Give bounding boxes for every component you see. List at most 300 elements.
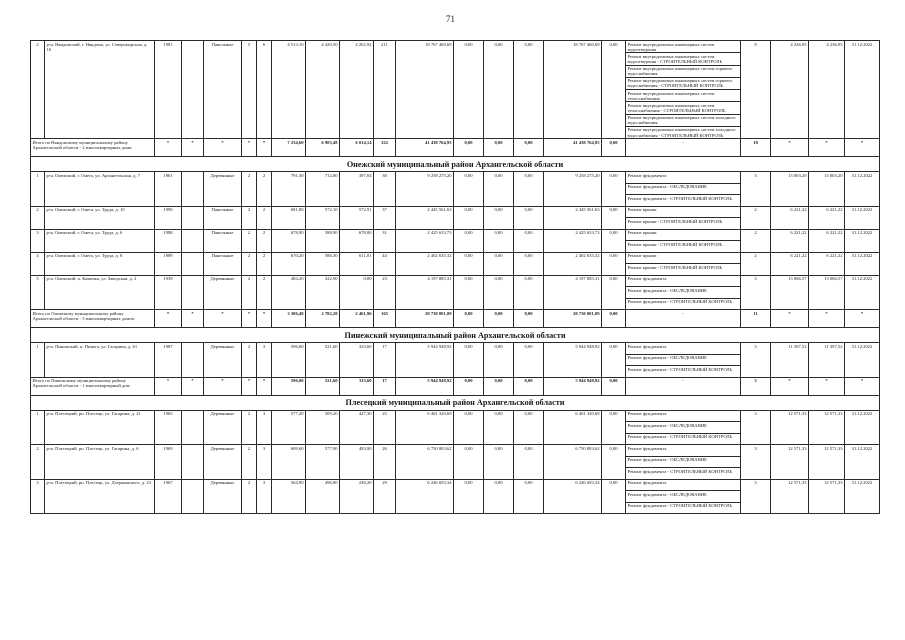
owners-funds: 2 445 561,63 [544, 206, 602, 229]
fund-value: 0,00 [514, 41, 544, 139]
total-work-count: 3 [741, 377, 771, 395]
row-number: 2 [31, 206, 45, 229]
completion-date: 31.12.2022 [845, 172, 880, 207]
house-row [31, 229, 880, 241]
living-area: 588,90 [306, 229, 340, 252]
build-year: 1981 [155, 41, 182, 139]
fund-value: 0,00 [454, 229, 484, 252]
total-residents: 17 [374, 377, 396, 395]
owners-funds: 9 258 275,20 [544, 172, 602, 207]
total-other-funds: 0,00 [602, 310, 626, 328]
work-count: 3 [741, 275, 771, 310]
page-number: 71 [446, 14, 455, 24]
total-cost: 9 258 275,20 [396, 172, 454, 207]
work-type: Ремонт фундамента [626, 172, 741, 184]
total-star: * [204, 139, 242, 157]
fund-value: 0,00 [514, 229, 544, 252]
empty-cell [182, 479, 204, 514]
total-work: - [626, 377, 741, 395]
house-row [31, 206, 880, 218]
work-type: Ремонт фундамента - СТРОИТЕЛЬНЫЙ КОНТРОЛЬ [626, 502, 741, 514]
total-other-funds: 0,00 [602, 139, 626, 157]
total-star: * [771, 377, 809, 395]
house-address: р-н. Онежский, г. Онега, ул. Труда, д. 8 [45, 252, 155, 275]
cost-limit: 12 571,33 [809, 410, 845, 445]
work-count: 2 [741, 252, 771, 275]
total-star: * [242, 377, 257, 395]
district-header [31, 157, 880, 172]
work-type: Ремонт внутридомовых инженерных систем холодного водоснабжения [626, 114, 741, 126]
wall-material: Деревянные [204, 410, 242, 445]
house-row [31, 343, 880, 355]
fund-value: 0,00 [454, 41, 484, 139]
wall-material: Деревянные [204, 343, 242, 378]
build-year: 1987 [155, 343, 182, 378]
total-fund: 0,00 [514, 377, 544, 395]
total-star: * [257, 310, 272, 328]
total-area: 791,30 [272, 172, 306, 207]
residents: 31 [374, 229, 396, 252]
unit-cost: 6 221,22 [771, 229, 809, 252]
other-funds: 0,00 [602, 275, 626, 310]
work-type: Ремонт крыши [626, 252, 741, 264]
other-funds: 0,00 [602, 445, 626, 480]
work-count: 3 [741, 172, 771, 207]
district-total-row [31, 377, 880, 395]
build-year: 1988 [155, 229, 182, 252]
work-type: Ремонт фундамента [626, 445, 741, 457]
total-cost: 20 730 001,09 [396, 310, 454, 328]
total-area: 484,20 [272, 275, 306, 310]
residential-area: 333,60 [340, 343, 374, 378]
cost-limit: 12 571,33 [809, 479, 845, 514]
total-cost: 6 246 693,34 [396, 479, 454, 514]
total-area: 596,00 [272, 377, 306, 395]
living-area: 586,30 [306, 252, 340, 275]
work-type: Ремонт фундамента - СТРОИТЕЛЬНЫЙ КОНТРОЛЬ [626, 366, 741, 378]
total-fund: 0,00 [484, 139, 514, 157]
total-area: 678,90 [272, 229, 306, 252]
work-type: Ремонт крыши - СТРОИТЕЛЬНЫЙ КОНТРОЛЬ [626, 264, 741, 276]
living-area: 572,10 [306, 206, 340, 229]
row-number: 1 [31, 410, 45, 445]
fund-value: 0,00 [484, 41, 514, 139]
empty-cell [182, 445, 204, 480]
fund-value: 0,00 [484, 172, 514, 207]
wall-material: Панельные [204, 206, 242, 229]
entrances: 2 [257, 206, 272, 229]
other-funds: 0,00 [602, 41, 626, 139]
residential-area: 483,90 [340, 445, 374, 480]
total-area: 564,90 [272, 479, 306, 514]
living-area: 496,90 [306, 479, 340, 514]
total-star: * [242, 310, 257, 328]
floors: 2 [242, 172, 257, 207]
residents: 26 [374, 445, 396, 480]
floors: 2 [242, 275, 257, 310]
total-star: * [771, 310, 809, 328]
build-year: 1989 [155, 252, 182, 275]
completion-date: 31.12.2022 [845, 275, 880, 310]
register-body [31, 41, 880, 514]
work-type: Ремонт фундамента - ОБСЛЕДОВАНИЕ [626, 354, 741, 366]
build-year: 1961 [155, 172, 182, 207]
row-number: 5 [31, 275, 45, 310]
fund-value: 0,00 [514, 252, 544, 275]
owners-funds: 4 197 885,31 [544, 275, 602, 310]
completion-date: 31.12.2022 [845, 252, 880, 275]
house-row [31, 275, 880, 287]
cost-limit: 13 003,20 [809, 172, 845, 207]
total-work-count: 11 [741, 310, 771, 328]
build-year: 1939 [155, 275, 182, 310]
fund-value: 0,00 [484, 479, 514, 514]
house-row [31, 445, 880, 457]
total-star: * [845, 310, 880, 328]
total-residential-area: 6 014,14 [340, 139, 374, 157]
owners-funds: 6 246 693,34 [544, 479, 602, 514]
floors: 2 [242, 445, 257, 480]
residential-area: 397,04 [340, 172, 374, 207]
total-fund: 0,00 [454, 139, 484, 157]
total-area: 3 306,40 [272, 310, 306, 328]
build-year: 1969 [155, 445, 182, 480]
entrances: 2 [257, 229, 272, 252]
total-area: 681,80 [272, 206, 306, 229]
total-label: Итого по Пинежскому муниципальному району Архангельской области - 1 многоквартирный дом: [31, 377, 155, 395]
total-area: 609,60 [272, 445, 306, 480]
house-address: р-н. Онежский, г. Онега, ул. Труда, д. 6 [45, 229, 155, 252]
total-label: Итого по Няндомскому муниципальному району Архангельской области - 2 многоквартирных дома: [31, 139, 155, 157]
house-address: р-н. Пинежский, п. Пинега, ул. Гагарина, д. 61 [45, 343, 155, 378]
unit-cost: 11 397,52 [771, 343, 809, 378]
total-fund: 0,00 [454, 310, 484, 328]
total-star: * [809, 377, 845, 395]
total-residents: 165 [374, 310, 396, 328]
living-area: 322,90 [306, 275, 340, 310]
entrances: 3 [257, 410, 272, 445]
work-type: Ремонт внутридомовых инженерных систем водоотведения - СТРОИТЕЛЬНЫЙ КОНТРОЛЬ [626, 53, 741, 65]
total-living-area: 2 782,20 [306, 310, 340, 328]
work-type: Ремонт фундамента - ОБСЛЕДОВАНИЕ [626, 456, 741, 468]
unit-cost: 12 571,33 [771, 479, 809, 514]
fund-value: 0,00 [514, 275, 544, 310]
total-owners-funds: 5 944 948,92 [544, 377, 602, 395]
total-owners-funds: 41 438 764,95 [544, 139, 602, 157]
total-fund: 0,00 [454, 377, 484, 395]
fund-value: 0,00 [514, 343, 544, 378]
residents: 44 [374, 252, 396, 275]
fund-value: 0,00 [484, 252, 514, 275]
completion-date: 31.12.2022 [845, 410, 880, 445]
completion-date: 31.12.2022 [845, 479, 880, 514]
residents: 23 [374, 275, 396, 310]
work-count: 3 [741, 445, 771, 480]
cost-limit: 12 571,33 [809, 445, 845, 480]
cost-limit: 6 221,22 [809, 252, 845, 275]
empty-cell [182, 275, 204, 310]
fund-value: 0,00 [454, 479, 484, 514]
build-year: 1967 [155, 479, 182, 514]
total-fund: 0,00 [484, 310, 514, 328]
fund-value: 0,00 [514, 172, 544, 207]
work-type: Ремонт фундамента - ОБСЛЕДОВАНИЕ [626, 183, 741, 195]
work-type: Ремонт фундамента [626, 410, 741, 422]
fund-value: 0,00 [514, 206, 544, 229]
work-count: 2 [741, 206, 771, 229]
residential-area: 678,00 [340, 229, 374, 252]
total-area: 670,20 [272, 252, 306, 275]
work-type: Ремонт внутридомовых инженерных систем горячего водоснабжения - СТРОИТЕЛЬНЫЙ КОНТРОЛЬ [626, 77, 741, 89]
other-funds: 0,00 [602, 229, 626, 252]
total-star: * [242, 139, 257, 157]
fund-value: 0,00 [454, 445, 484, 480]
living-area: 509,20 [306, 410, 340, 445]
wall-material: Панельные [204, 41, 242, 139]
floors: 2 [242, 343, 257, 378]
cost-limit: 13 066,57 [809, 275, 845, 310]
owners-funds: 2 402 635,32 [544, 252, 602, 275]
completion-date: 31.12.2022 [845, 41, 880, 139]
unit-cost: 12 571,33 [771, 445, 809, 480]
fund-value: 0,00 [454, 206, 484, 229]
total-residential-area: 333,60 [340, 377, 374, 395]
wall-material: Панельные [204, 252, 242, 275]
living-area: 712,00 [306, 172, 340, 207]
unit-cost: 12 571,33 [771, 410, 809, 445]
house-address: р-н. Онежский, г. Онега, ул. Труда, д. 10 [45, 206, 155, 229]
work-type: Ремонт фундамента - СТРОИТЕЛЬНЫЙ КОНТРОЛЬ [626, 195, 741, 207]
total-star: * [257, 139, 272, 157]
empty-cell [182, 252, 204, 275]
entrances: 6 [257, 41, 272, 139]
other-funds: 0,00 [602, 206, 626, 229]
fund-value: 0,00 [454, 172, 484, 207]
cost-limit: 11 397,52 [809, 343, 845, 378]
house-address: р-н. Онежский, г. Онега, ул. Архангельская, д. 7 [45, 172, 155, 207]
entrances: 3 [257, 445, 272, 480]
total-cost: 5 944 948,92 [396, 343, 454, 378]
fund-value: 0,00 [484, 275, 514, 310]
entrances: 2 [257, 252, 272, 275]
total-star: * [809, 310, 845, 328]
unit-cost: 6 221,22 [771, 252, 809, 275]
total-label: Итого по Онежскому муниципальному району Архангельской области - 5 многоквартирных домов: [31, 310, 155, 328]
owners-funds: 5 944 948,92 [544, 343, 602, 378]
completion-date: 31.12.2022 [845, 229, 880, 252]
work-type: Ремонт фундамента [626, 479, 741, 491]
work-type: Ремонт фундамента - СТРОИТЕЛЬНЫЙ КОНТРОЛЬ [626, 468, 741, 480]
empty-cell [182, 229, 204, 252]
total-cost: 6 750 803,62 [396, 445, 454, 480]
empty-cell [182, 343, 204, 378]
row-number: 2 [31, 445, 45, 480]
residents: 30 [374, 172, 396, 207]
cost-limit: 4 236,95 [809, 41, 845, 139]
work-type: Ремонт фундамента - ОБСЛЕДОВАНИЕ [626, 287, 741, 299]
total-cost: 4 197 885,31 [396, 275, 454, 310]
total-work: - [626, 139, 741, 157]
total-star: * [257, 377, 272, 395]
unit-cost: 6 221,22 [771, 206, 809, 229]
other-funds: 0,00 [602, 479, 626, 514]
wall-material: Деревянные [204, 172, 242, 207]
district-title: Онежский муниципальный район Архангельской области [31, 157, 880, 172]
floors: 2 [242, 206, 257, 229]
total-living-area: 521,60 [306, 377, 340, 395]
residential-area: 4 202,92 [340, 41, 374, 139]
residential-area: 611,01 [340, 252, 374, 275]
total-star: * [155, 377, 182, 395]
total-area: 596,00 [272, 343, 306, 378]
house-row [31, 41, 880, 53]
other-funds: 0,00 [602, 172, 626, 207]
total-area: 577,20 [272, 410, 306, 445]
work-count: 8 [741, 41, 771, 139]
house-row [31, 172, 880, 184]
district-title: Пинежский муниципальный район Архангельской области [31, 328, 880, 343]
entrances: 3 [257, 343, 272, 378]
residential-area: 572,91 [340, 206, 374, 229]
floors: 2 [242, 229, 257, 252]
district-header [31, 395, 880, 410]
fund-value: 0,00 [454, 343, 484, 378]
district-total-row [31, 139, 880, 157]
district-title: Плесецкий муниципальный район Архангельской области [31, 395, 880, 410]
total-fund: 0,00 [514, 139, 544, 157]
build-year: 1965 [155, 410, 182, 445]
build-year: 1990 [155, 206, 182, 229]
residents: 25 [374, 410, 396, 445]
wall-material: Панельные [204, 229, 242, 252]
work-count: 3 [741, 479, 771, 514]
work-count: 2 [741, 229, 771, 252]
work-type: Ремонт внутридомовых инженерных систем водоотведения [626, 41, 741, 53]
house-address: р-н. Плесецкий, рп. Плесецк, ул. Дзержинского, д. 23 [45, 479, 155, 514]
total-living-area: 6 983,48 [306, 139, 340, 157]
district-header [31, 328, 880, 343]
total-cost: 41 438 764,95 [396, 139, 454, 157]
total-star: * [155, 310, 182, 328]
capital-repair-register-table [30, 40, 880, 514]
row-number: 2 [31, 41, 45, 139]
total-star: * [182, 310, 204, 328]
work-type: Ремонт фундамента - ОБСЛЕДОВАНИЕ [626, 491, 741, 503]
fund-value: 0,00 [484, 343, 514, 378]
work-type: Ремонт крыши - СТРОИТЕЛЬНЫЙ КОНТРОЛЬ [626, 218, 741, 230]
work-type: Ремонт крыши - СТРОИТЕЛЬНЫЙ КОНТРОЛЬ [626, 241, 741, 253]
house-row [31, 479, 880, 491]
completion-date: 31.12.2022 [845, 343, 880, 378]
total-fund: 0,00 [514, 310, 544, 328]
row-number: 3 [31, 479, 45, 514]
work-type: Ремонт фундамента - СТРОИТЕЛЬНЫЙ КОНТРОЛЬ [626, 298, 741, 310]
total-star: * [204, 377, 242, 395]
entrances: 2 [257, 275, 272, 310]
total-star: * [182, 377, 204, 395]
total-area: 4 513,10 [272, 41, 306, 139]
fund-value: 0,00 [454, 410, 484, 445]
work-type: Ремонт крыши [626, 206, 741, 218]
wall-material: Деревянные [204, 479, 242, 514]
house-address: р-н. Плесецкий, рп. Плесецк, ул. Гагарина, д. 6 [45, 445, 155, 480]
residential-area: 427,30 [340, 410, 374, 445]
unit-cost: 4 236,95 [771, 41, 809, 139]
entrances: 3 [257, 479, 272, 514]
entrances: 2 [257, 172, 272, 207]
total-area: 7 234,60 [272, 139, 306, 157]
total-star: * [155, 139, 182, 157]
work-type: Ремонт фундамента [626, 275, 741, 287]
other-funds: 0,00 [602, 410, 626, 445]
total-star: * [809, 139, 845, 157]
floors: 2 [242, 479, 257, 514]
total-work: - [626, 310, 741, 328]
fund-value: 0,00 [484, 445, 514, 480]
owners-funds: 6 750 803,62 [544, 445, 602, 480]
work-type: Ремонт крыши [626, 229, 741, 241]
total-other-funds: 0,00 [602, 377, 626, 395]
wall-material: Деревянные [204, 275, 242, 310]
residents: 211 [374, 41, 396, 139]
owners-funds: 6 401 320,69 [544, 410, 602, 445]
total-cost: 18 767 460,69 [396, 41, 454, 139]
work-type: Ремонт фундамента - ОБСЛЕДОВАНИЕ [626, 422, 741, 434]
living-area: 521,60 [306, 343, 340, 378]
residents: 37 [374, 206, 396, 229]
cost-limit: 6 221,22 [809, 206, 845, 229]
row-number: 3 [31, 229, 45, 252]
other-funds: 0,00 [602, 343, 626, 378]
owners-funds: 18 767 460,69 [544, 41, 602, 139]
floors: 2 [242, 410, 257, 445]
floors: 2 [242, 252, 257, 275]
fund-value: 0,00 [454, 252, 484, 275]
cost-limit: 6 221,22 [809, 229, 845, 252]
floors: 5 [242, 41, 257, 139]
row-number: 4 [31, 252, 45, 275]
wall-material: Деревянные [204, 445, 242, 480]
empty-cell [182, 172, 204, 207]
house-row [31, 410, 880, 422]
district-total-row [31, 310, 880, 328]
total-star: * [204, 310, 242, 328]
empty-cell [182, 41, 204, 139]
work-type: Ремонт фундамента [626, 343, 741, 355]
row-number: 1 [31, 172, 45, 207]
empty-cell [182, 410, 204, 445]
fund-value: 0,00 [514, 410, 544, 445]
residents: 29 [374, 479, 396, 514]
house-address: р-н. Плесецкий, рп. Плесецк, ул. Гагарина, д. 21 [45, 410, 155, 445]
house-row [31, 252, 880, 264]
work-type: Ремонт фундамента - СТРОИТЕЛЬНЫЙ КОНТРОЛЬ [626, 433, 741, 445]
house-address: р-н. Онежский, п. Каменка, ул. Заводская, д. 2 [45, 275, 155, 310]
total-star: * [845, 139, 880, 157]
total-cost: 6 401 320,69 [396, 410, 454, 445]
total-work-count: 18 [741, 139, 771, 157]
total-star: * [845, 377, 880, 395]
work-type: Ремонт внутридомовых инженерных систем холодного водоснабжения - СТРОИТЕЛЬНЫЙ КОНТРОЛЬ [626, 126, 741, 138]
total-cost: 2 445 561,63 [396, 206, 454, 229]
work-type: Ремонт внутридомовых инженерных систем теплоснабжения [626, 90, 741, 102]
total-cost: 5 944 948,92 [396, 377, 454, 395]
residential-area: 0,00 [340, 275, 374, 310]
total-star: * [182, 139, 204, 157]
work-type: Ремонт внутридомовых инженерных систем горячего водоснабжения [626, 65, 741, 77]
fund-value: 0,00 [514, 479, 544, 514]
fund-value: 0,00 [484, 410, 514, 445]
